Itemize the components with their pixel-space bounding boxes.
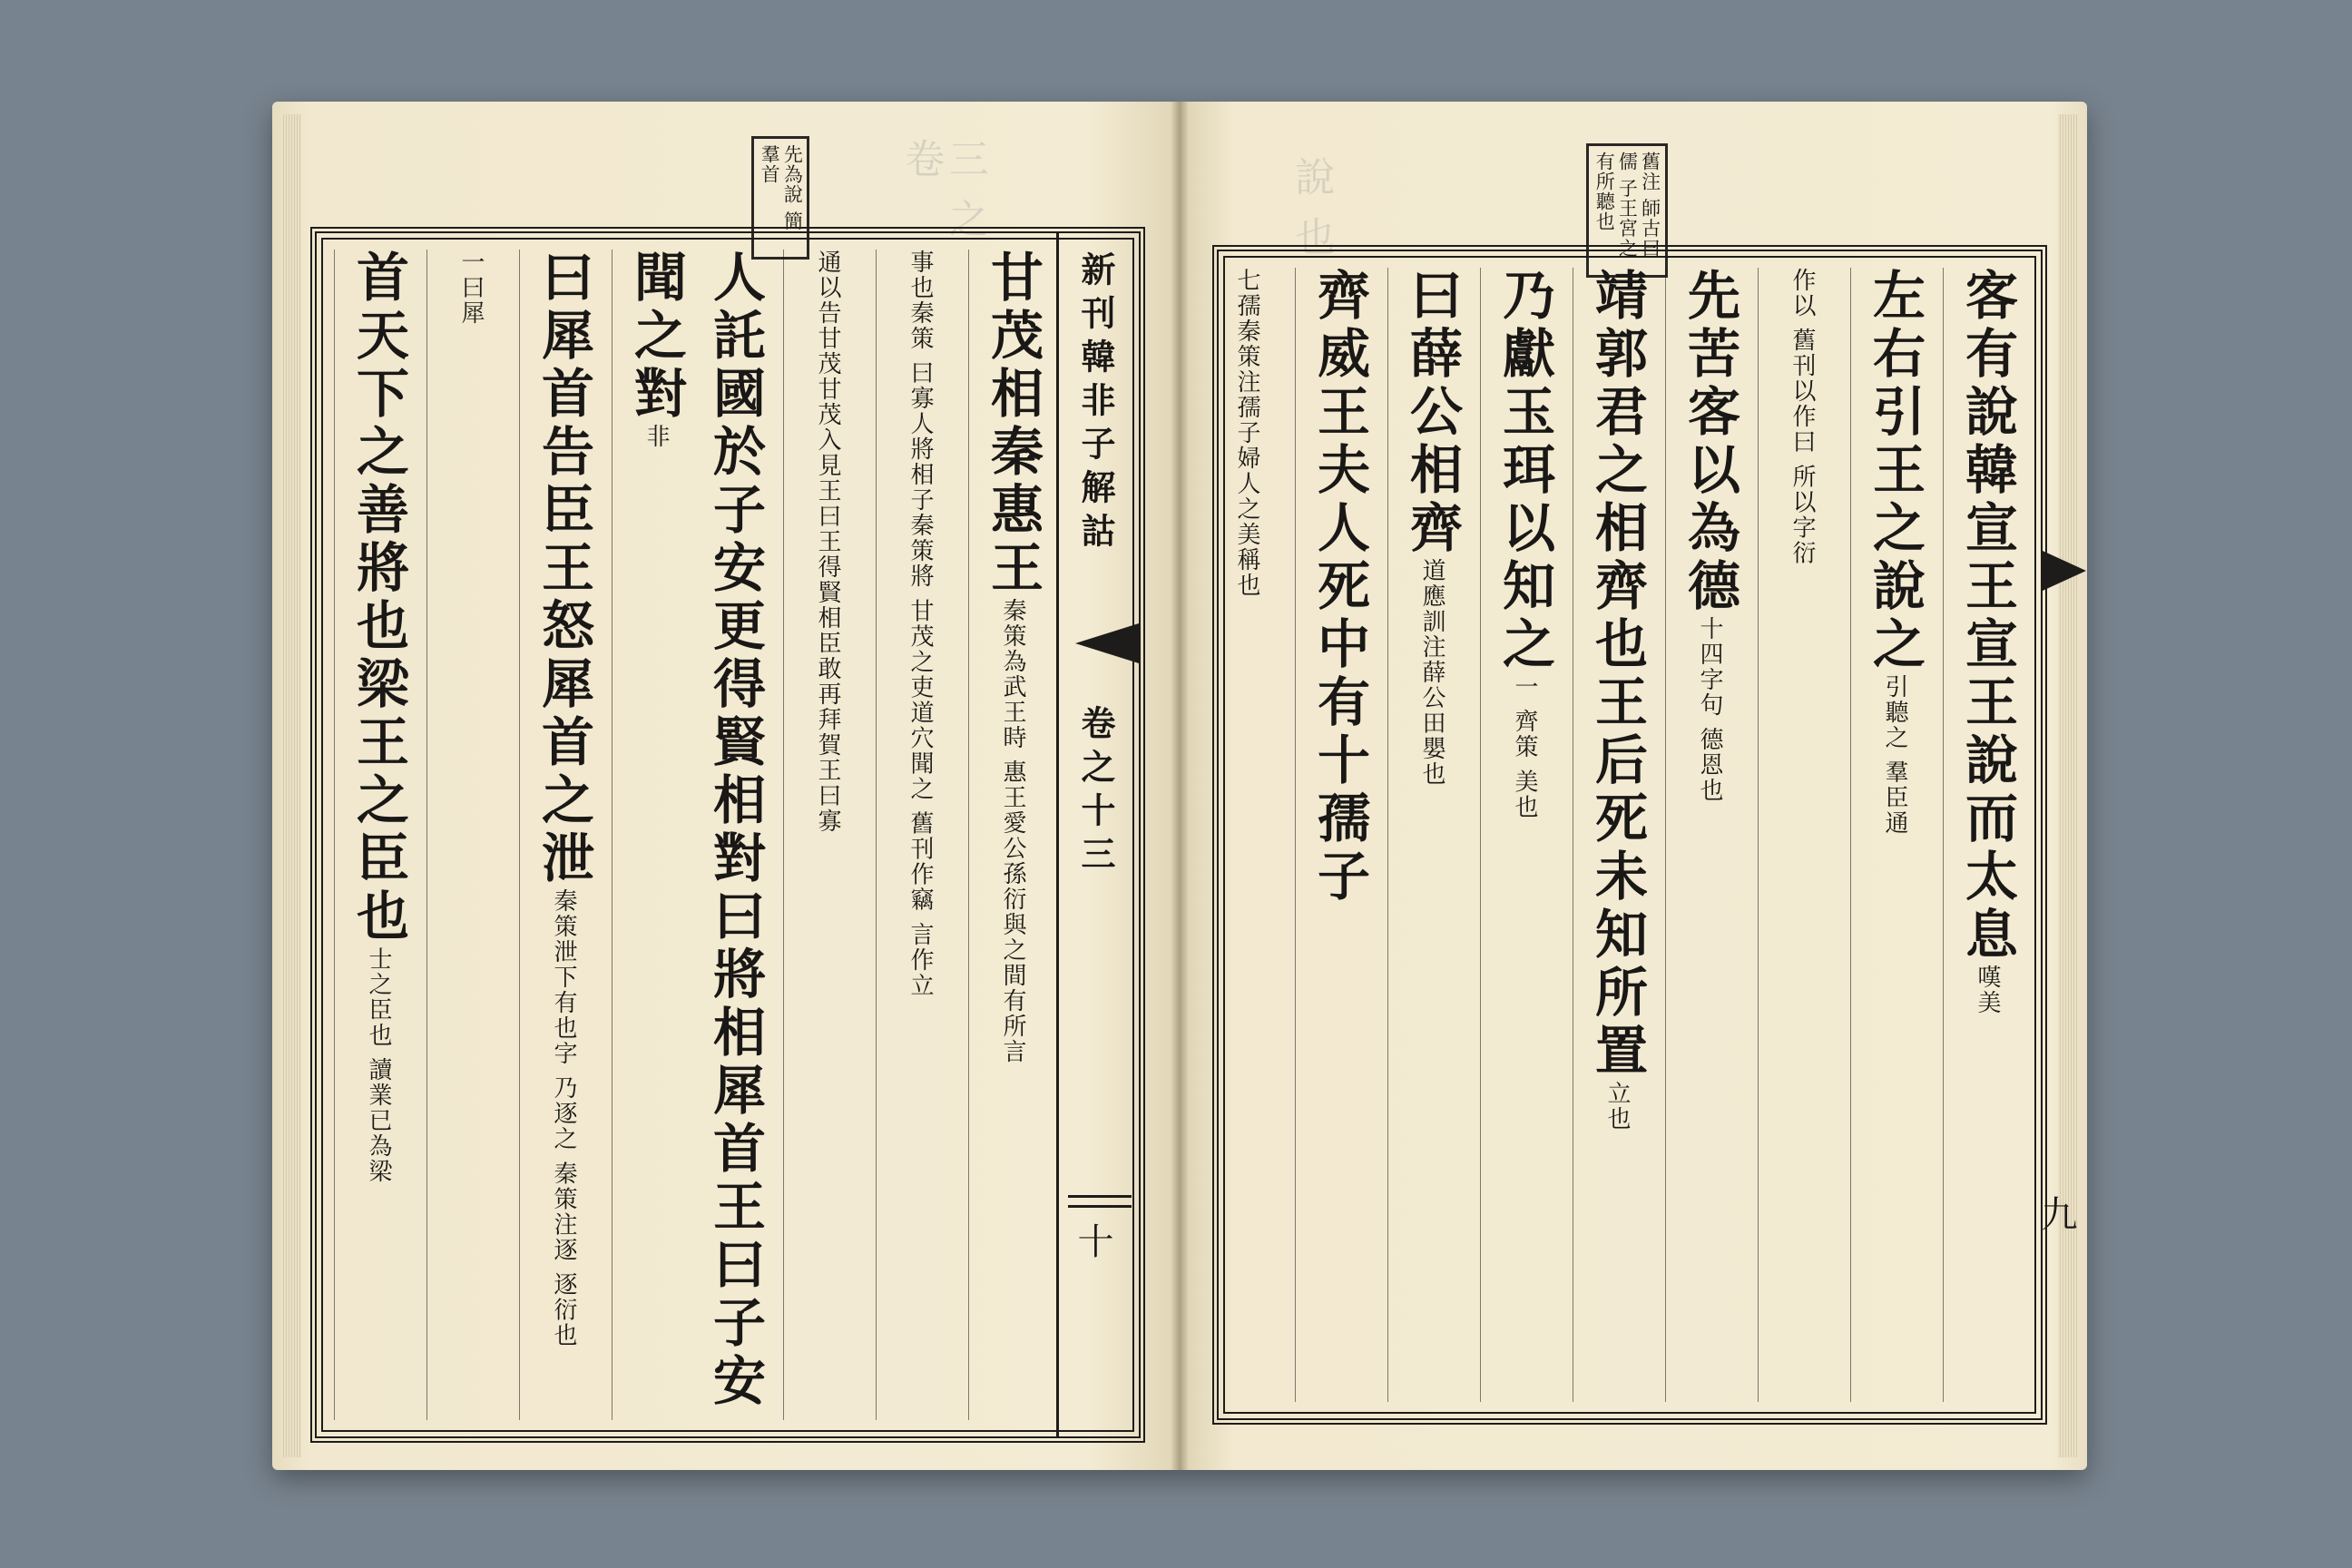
- column-annotation: 秦策為武王時 惠王愛公孫衍與之間有所言: [999, 598, 1026, 1065]
- column-annotation: 秦策泄下有也字 乃逐之 秦策注逐 逐衍也: [550, 888, 577, 1348]
- column-main-text: 先苦客以為德: [1679, 268, 1740, 616]
- text-column: [1943, 268, 2026, 1402]
- column-main-text: 靖郭君之相齊也王后死未知所置: [1586, 268, 1648, 1081]
- column-annotation: 事也秦策 曰寡人將相子秦策將 甘茂之吏道穴聞之 舊刊作竊 言作立: [906, 250, 934, 999]
- left-page: [272, 102, 1180, 1470]
- text-column: [783, 250, 867, 1420]
- text-columns-left: [326, 250, 1052, 1420]
- column-main-text: 左右引王之說之: [1864, 268, 1926, 674]
- column-annotation: 士之臣也 讀業已為梁: [365, 946, 392, 1185]
- column-main-text: 曰薛公相齊: [1401, 268, 1463, 558]
- volume-label: 卷之十三: [1075, 705, 1116, 879]
- headnote-right: 舊注 師古曰儒 子王宮之 有所聽也: [1586, 143, 1668, 278]
- text-columns-right: [1233, 268, 2026, 1402]
- column-annotation: 十四字句 德恩也: [1696, 616, 1723, 804]
- column-annotation: 通以告甘茂甘茂入見王曰王得賢相臣敢再拜賀王曰寡: [814, 250, 841, 834]
- column-annotation: 嘆美: [1974, 965, 2001, 1015]
- book-spine: [1171, 102, 1189, 1470]
- text-column: [334, 250, 417, 1420]
- text-column: [519, 250, 603, 1420]
- column-annotation: 一曰犀: [457, 250, 485, 326]
- column-annotation: 一 齊策 美也: [1511, 674, 1538, 820]
- column-main-text: 曰犀首告臣王怒犀首之泄: [533, 250, 594, 888]
- text-column: [612, 250, 774, 1420]
- column-main-text: 齊威王夫人死中有十孺子: [1308, 268, 1370, 906]
- folio-rule: [1068, 1195, 1132, 1208]
- text-column: [1480, 268, 1563, 1402]
- column-annotation: 引聽之 羣臣通: [1881, 674, 1908, 837]
- text-column: [1850, 268, 1934, 1402]
- column-annotation: 七孺秦策注孺子婦人之美稱也: [1233, 268, 1260, 598]
- text-frame-right: [1212, 245, 2077, 1425]
- hanshin-strip: [1056, 233, 1139, 1436]
- text-column: [1665, 268, 1749, 1402]
- text-column: [1758, 268, 1841, 1402]
- column-main-text: 甘茂相秦惠王: [982, 250, 1044, 598]
- text-column: [876, 250, 959, 1420]
- column-annotation: 道應訓注薛公田嬰也: [1418, 558, 1446, 787]
- column-main-text: 乃獻玉珥以知之: [1494, 268, 1555, 674]
- right-page: [1180, 102, 2087, 1470]
- column-annotation: 非: [642, 424, 670, 449]
- column-main-text: 人託國於子安更得賢相對曰將相犀首王曰子安聞之對: [625, 250, 766, 1411]
- text-column: [1295, 268, 1378, 1402]
- column-main-text: 首天下之善將也梁王之臣也: [348, 250, 409, 946]
- column-annotation: 作以 舊刊以作曰 所以字衍: [1788, 268, 1816, 566]
- column-annotation: 立也: [1603, 1081, 1631, 1132]
- right-margin: [2035, 251, 2087, 1418]
- fishtail-mark: [1075, 623, 1139, 663]
- headnote-left: 先為說 簡 羣首: [751, 136, 809, 260]
- folio-number: 九: [2035, 1195, 2077, 1231]
- text-column: [1233, 268, 1286, 1402]
- bleed-through-text: 說 也: [1288, 156, 1335, 260]
- text-column: [968, 250, 1052, 1420]
- text-frame-left: [310, 227, 1145, 1443]
- fishtail-mark: [2043, 551, 2086, 591]
- book-title: 新刊韓非子解詁: [1075, 251, 1116, 556]
- text-column: [1573, 268, 1656, 1402]
- bleed-through-text: 三 之 卷: [897, 138, 988, 241]
- column-main-text: 客有說韓宣王宣王說而太息: [1956, 268, 2018, 965]
- folio-number: 十: [1072, 1222, 1113, 1259]
- page-edge-left: [281, 114, 301, 1457]
- open-book: [272, 102, 2087, 1470]
- text-column: [1387, 268, 1471, 1402]
- text-column: [426, 250, 510, 1420]
